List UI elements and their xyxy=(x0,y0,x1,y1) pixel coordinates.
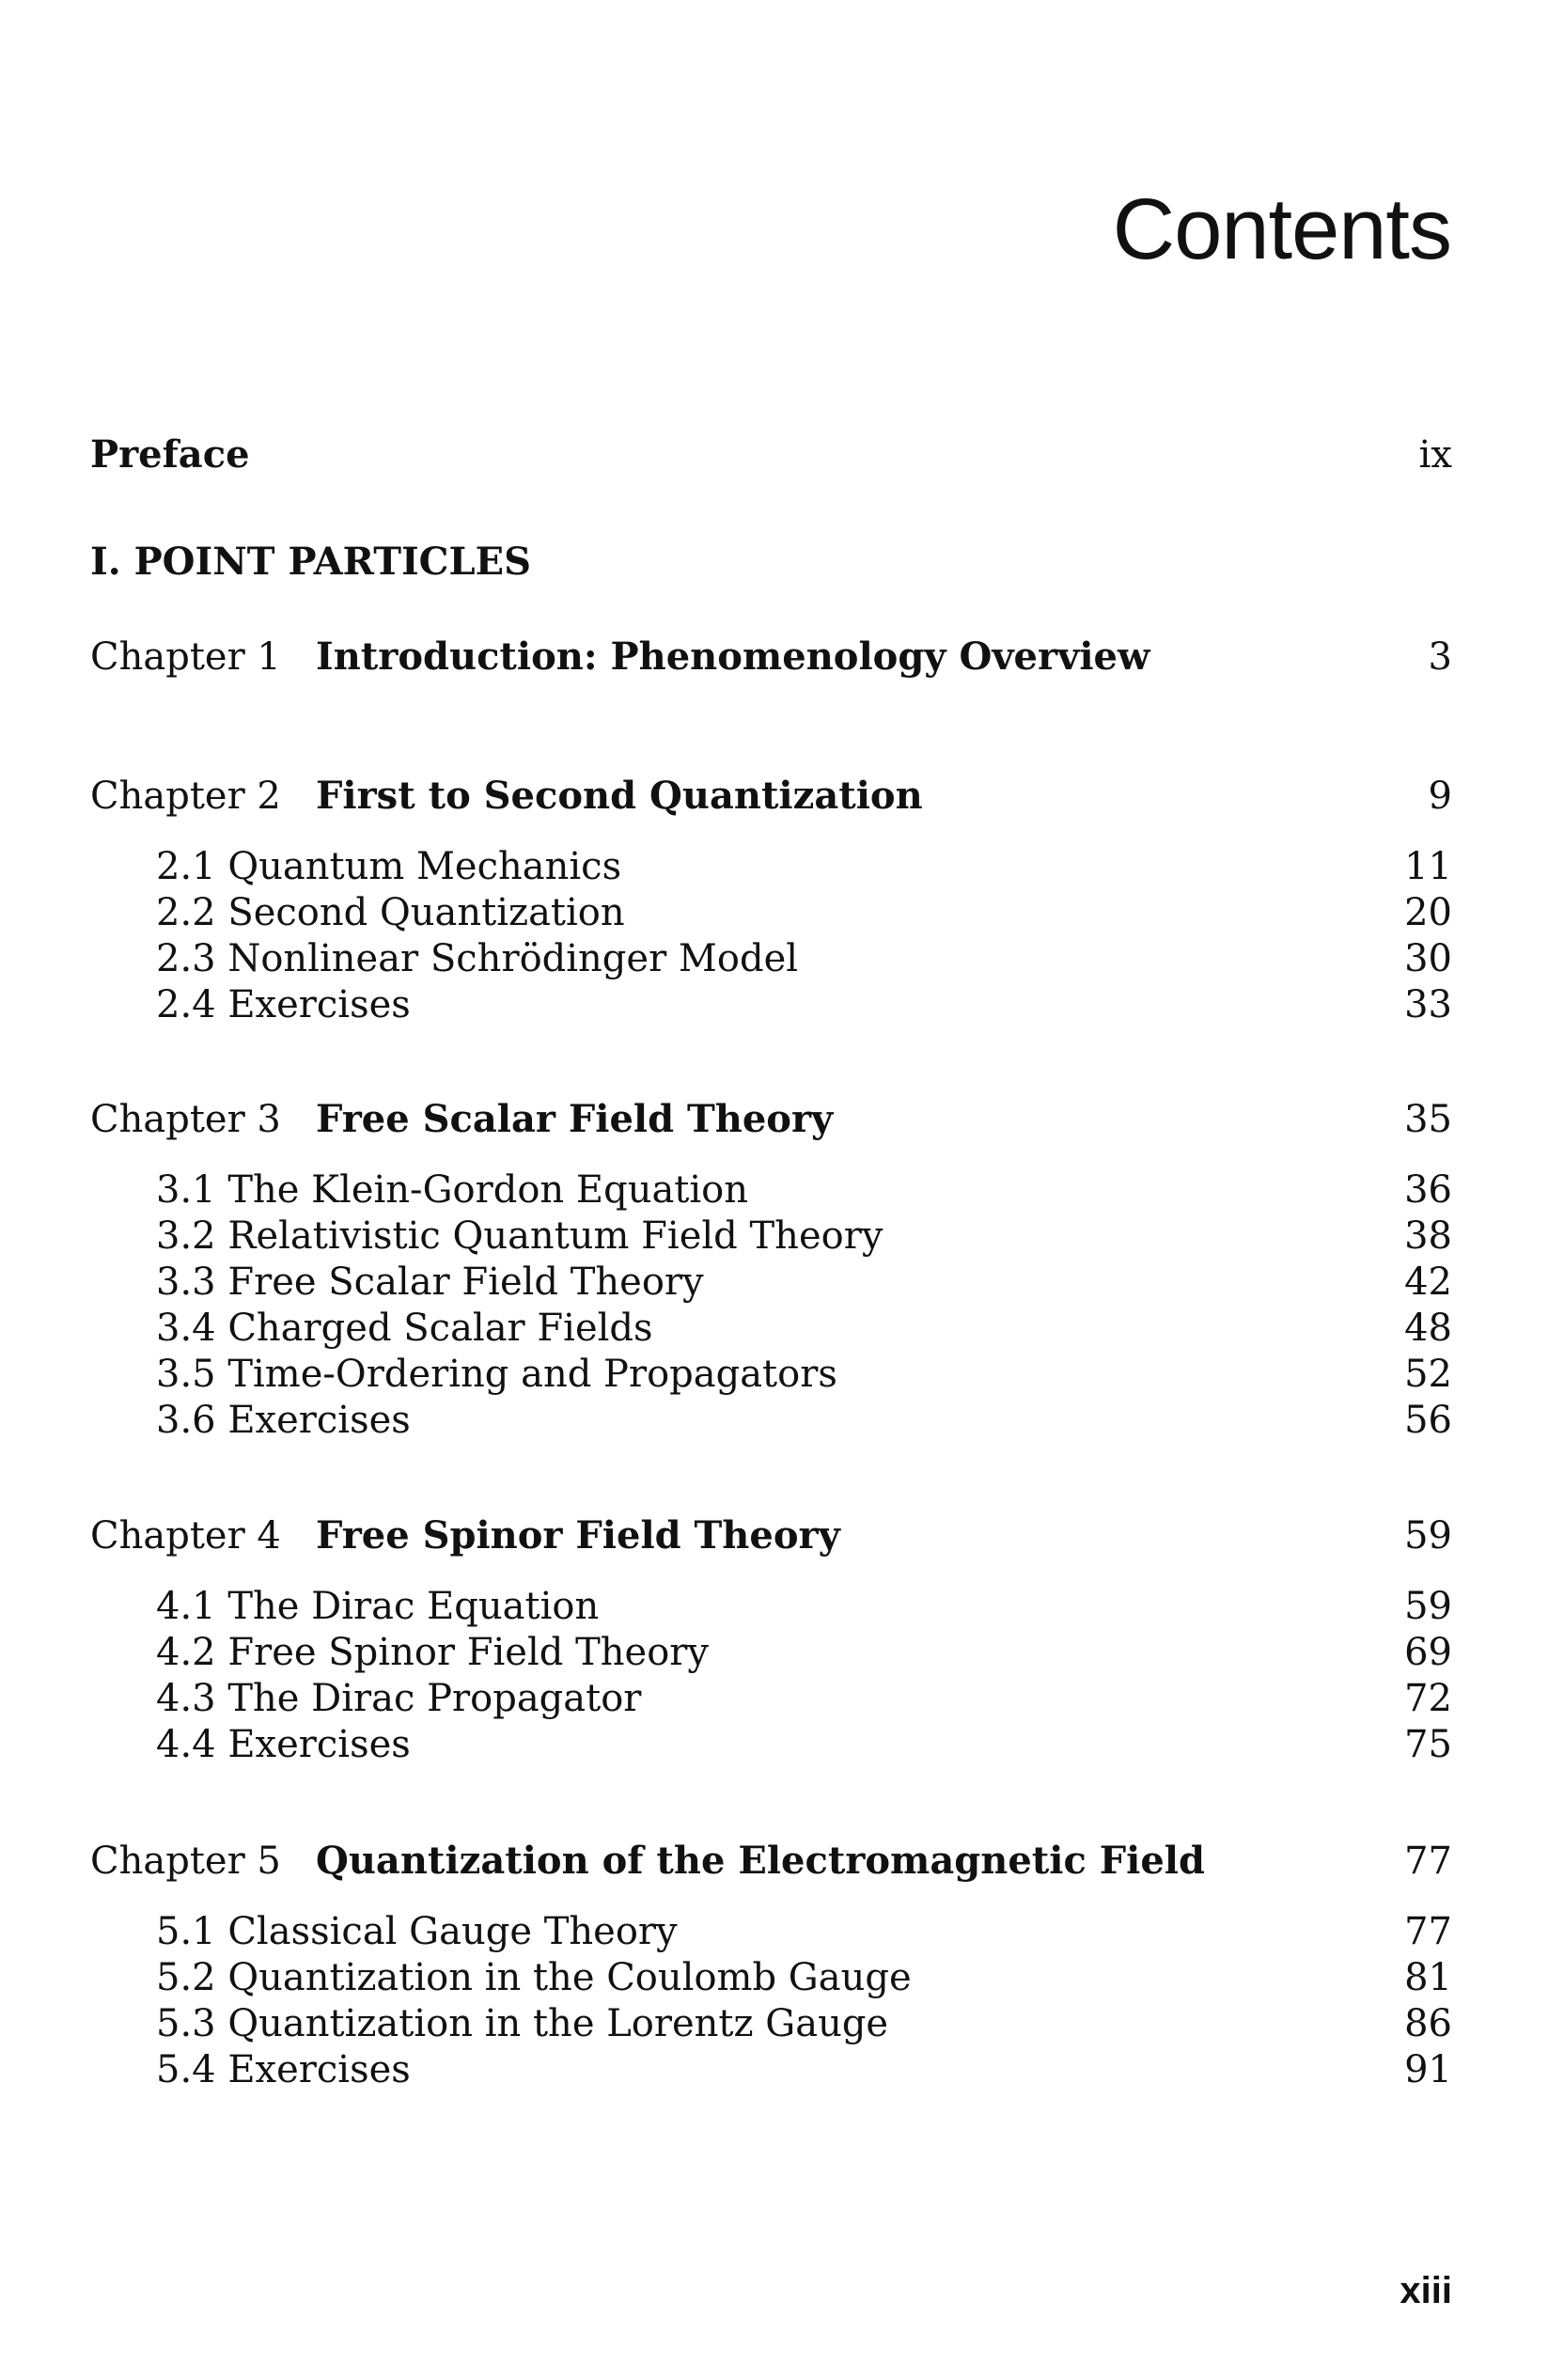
preface-title: Preface xyxy=(90,432,250,477)
section-title: 3.1 The Klein-Gordon Equation xyxy=(156,1168,749,1212)
chapter-label: Chapter 1 xyxy=(90,635,281,679)
section-title: 3.6 Exercises xyxy=(156,1399,411,1442)
toc-entry-section[interactable] xyxy=(90,1259,1452,1306)
section-title: 3.5 Time-Ordering and Propagators xyxy=(156,1353,837,1396)
section-title: 5.3 Quantization in the Lorentz Gauge xyxy=(156,2002,889,2045)
page-title: Contents xyxy=(1112,181,1451,277)
section-page: 42 xyxy=(1404,1260,1452,1304)
toc-entry-section[interactable] xyxy=(90,1629,1452,1676)
chapter-page: 9 xyxy=(1428,775,1452,818)
part-title: I. POINT PARTICLES xyxy=(90,540,532,584)
toc-entry-section[interactable] xyxy=(90,1583,1452,1630)
toc-entry-section[interactable] xyxy=(90,1721,1452,1768)
section-page: 77 xyxy=(1404,1910,1452,1953)
section-title: 4.3 The Dirac Propagator xyxy=(156,1677,642,1720)
section-page: 59 xyxy=(1404,1585,1452,1628)
toc-entry-section[interactable] xyxy=(90,981,1452,1028)
preface-page: ix xyxy=(1418,433,1452,477)
section-page: 20 xyxy=(1404,891,1452,934)
toc-entry-chapter-3[interactable] xyxy=(90,1096,1452,1143)
chapter-page: 77 xyxy=(1404,1840,1452,1883)
toc-entry-section[interactable] xyxy=(90,1675,1452,1722)
section-title: 5.4 Exercises xyxy=(156,2048,411,2091)
toc-entry-section[interactable] xyxy=(90,1397,1452,1444)
chapter-title: Introduction: Phenomenology Overview xyxy=(316,634,1150,679)
section-title: 4.1 The Dirac Equation xyxy=(156,1585,600,1628)
section-title: 2.1 Quantum Mechanics xyxy=(156,845,622,888)
section-page: 69 xyxy=(1404,1631,1452,1674)
toc-entry-section[interactable] xyxy=(90,1351,1452,1398)
chapter-title: Free Scalar Field Theory xyxy=(316,1097,834,1141)
section-title: 3.2 Relativistic Quantum Field Theory xyxy=(156,1214,883,1258)
toc-entry-chapter-1[interactable] xyxy=(90,634,1452,681)
section-page: 52 xyxy=(1404,1353,1452,1396)
toc-entry-section[interactable] xyxy=(90,1305,1452,1352)
toc-entry-section[interactable] xyxy=(90,2046,1452,2093)
section-title: 4.4 Exercises xyxy=(156,1723,411,1766)
toc-entry-section[interactable] xyxy=(90,2000,1452,2047)
chapter-label: Chapter 4 xyxy=(90,1514,281,1558)
chapter-title: Free Spinor Field Theory xyxy=(316,1513,840,1558)
chapter-label: Chapter 3 xyxy=(90,1098,281,1141)
section-page: 75 xyxy=(1404,1723,1452,1766)
section-page: 86 xyxy=(1404,2002,1452,2045)
chapter-page: 35 xyxy=(1404,1098,1452,1141)
part-heading xyxy=(90,539,1452,586)
chapter-label: Chapter 2 xyxy=(90,775,281,818)
section-page: 38 xyxy=(1404,1214,1452,1258)
chapter-title: Quantization of the Electromagnetic Field xyxy=(316,1839,1205,1883)
chapter-page: 59 xyxy=(1404,1514,1452,1558)
section-title: 2.2 Second Quantization xyxy=(156,891,625,934)
section-page: 56 xyxy=(1404,1399,1452,1442)
section-page: 81 xyxy=(1404,1956,1452,1999)
section-page: 91 xyxy=(1404,2048,1452,2091)
section-title: 5.2 Quantization in the Coulomb Gauge xyxy=(156,1956,912,1999)
section-title: 5.1 Classical Gauge Theory xyxy=(156,1910,678,1953)
section-title: 2.4 Exercises xyxy=(156,983,411,1026)
chapter-label: Chapter 5 xyxy=(90,1840,281,1883)
section-title: 3.4 Charged Scalar Fields xyxy=(156,1307,653,1350)
toc-entry-chapter-5[interactable] xyxy=(90,1838,1452,1885)
toc-entry-section[interactable] xyxy=(90,935,1452,982)
toc-entry-section[interactable] xyxy=(90,1213,1452,1260)
section-page: 36 xyxy=(1404,1168,1452,1212)
section-page: 72 xyxy=(1404,1677,1452,1720)
toc-entry-section[interactable] xyxy=(90,843,1452,890)
chapter-title: First to Second Quantization xyxy=(316,774,923,818)
section-page: 48 xyxy=(1404,1307,1452,1350)
section-page: 11 xyxy=(1404,845,1452,888)
toc-entry-section[interactable] xyxy=(90,1167,1452,1213)
toc-entry-chapter-2[interactable] xyxy=(90,773,1452,820)
toc-entry-section[interactable] xyxy=(90,889,1452,936)
section-title: 4.2 Free Spinor Field Theory xyxy=(156,1631,709,1674)
toc-entry-section[interactable] xyxy=(90,1908,1452,1955)
chapter-page: 3 xyxy=(1428,635,1452,679)
section-title: 3.3 Free Scalar Field Theory xyxy=(156,1260,704,1304)
section-title: 2.3 Nonlinear Schrödinger Model xyxy=(156,937,799,980)
page-folio: xiii xyxy=(1399,2270,1452,2311)
toc-entry-preface[interactable] xyxy=(90,431,1452,478)
toc-entry-chapter-4[interactable] xyxy=(90,1512,1452,1559)
section-page: 30 xyxy=(1404,937,1452,980)
toc-entry-section[interactable] xyxy=(90,1954,1452,2001)
section-page: 33 xyxy=(1404,983,1452,1026)
